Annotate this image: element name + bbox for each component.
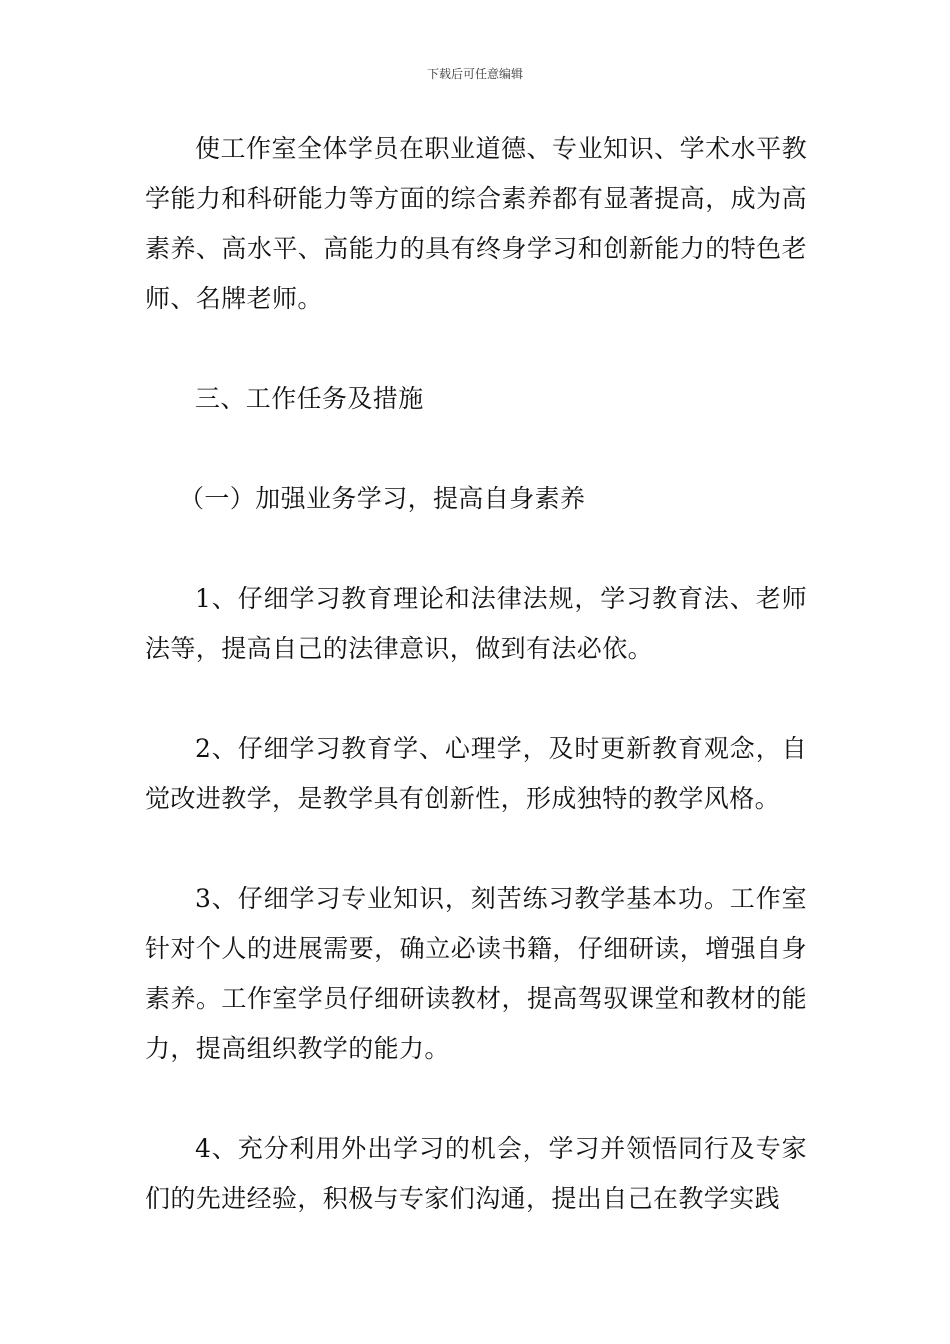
list-item-4: 4、充分利用外出学习的机会，学习并领悟同行及专家们的先进经验，积极与专家们沟通，提出自己在教学实践 — [145, 1134, 807, 1213]
list-item-1: 1、仔细学习教育理论和法律法规，学习教育法、老师法等，提高自己的法律意识，做到有法必依。 — [145, 584, 807, 663]
list-item-3: 3、仔细学习专业知识，刻苦练习教学基本功。工作室针对个人的进展需要，确立必读书籍，仔细研读，增强自身素养。工作室学员仔细研读教材，提高驾驭课堂和教材的能力，提高组织教学的能力。 — [145, 884, 807, 1063]
section-heading-tasks: 三、工作任务及措施 — [195, 384, 424, 413]
subsection-heading-study: （一）加强业务学习，提高自身素养 — [179, 484, 586, 513]
page-header-note: 下载后可任意编辑 — [426, 67, 523, 81]
paragraph-goals: 使工作室全体学员在职业道德、专业知识、学术水平教学能力和科研能力等方面的综合素养都有显著提高，成为高素养、高水平、高能力的具有终身学习和创新能力的特色老师、名牌老师。 — [145, 134, 807, 313]
list-item-2: 2、仔细学习教育学、心理学，及时更新教育观念，自觉改进教学，是教学具有创新性，形成独特的教学风格。 — [145, 734, 807, 813]
document-body — [145, 124, 807, 1274]
